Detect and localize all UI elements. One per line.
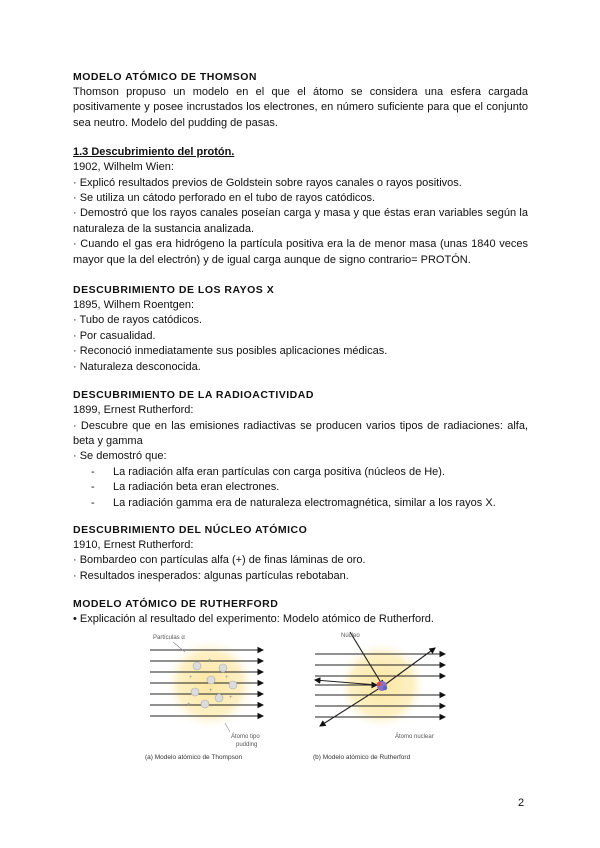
svg-text:+: + bbox=[229, 695, 233, 701]
radio-line: · Descubre que en las emisiones radiactivas se producen varios tipos de radiaciones: alfa, beta y gamma bbox=[73, 419, 528, 447]
svg-text:+: + bbox=[187, 702, 191, 708]
proton-line: · Cuando el gas era hidrógeno la partícula positiva era la de menor masa (unas 1840 veces mayor que la del electrón) y de igual carga aunque de signo contrario= PROTÓN. bbox=[73, 238, 528, 266]
document-page bbox=[73, 70, 528, 637]
svg-text:+: + bbox=[209, 688, 213, 694]
paragraph-rutherford: • Explicación al resultado del experimento: Modelo atómico de Rutherford. bbox=[73, 613, 434, 626]
rutherford-model-panel bbox=[313, 632, 445, 761]
nucleus-line: · Bombardeo con partículas alfa (+) de finas láminas de oro. bbox=[73, 554, 366, 567]
xrays-line: · Por casualidad. bbox=[73, 329, 156, 342]
xrays-line: 1895, Wilhem Roentgen: bbox=[73, 299, 195, 312]
label-pudding-atom-line2: pudding bbox=[236, 742, 258, 748]
label-nuclear-atom: Átomo nuclear bbox=[395, 734, 434, 740]
radiation-list bbox=[73, 465, 528, 511]
section-xrays bbox=[73, 283, 528, 375]
proton-line: · Se utiliza un cátodo perforado en el tubo de rayos catódicos. bbox=[73, 192, 376, 205]
caption-thomson: (a) Modelo atómico de Thompson bbox=[145, 754, 243, 761]
proton-line: · Explicó resultados previos de Goldstein sobre rayos canales o rayos positivos. bbox=[73, 176, 462, 189]
heading-thomson: MODELO ATÓMICO DE THOMSON bbox=[73, 71, 257, 83]
xrays-line: · Reconoció inmediatamente sus posibles aplicaciones médicas. bbox=[73, 345, 388, 358]
radio-line: · Se demostró que: bbox=[73, 450, 167, 463]
heading-rutherford: MODELO ATÓMICO DE RUTHERFORD bbox=[73, 598, 279, 611]
page-number: 2 bbox=[518, 797, 525, 809]
section-rutherford bbox=[73, 597, 528, 627]
section-proton bbox=[73, 145, 528, 268]
proton-line: 1902, Wilhelm Wien: bbox=[73, 161, 174, 174]
heading-nucleus: DESCUBRIMIENTO DEL NÚCLEO ATÓMICO bbox=[73, 523, 308, 536]
list-item: - La radiación alfa eran partículas con carga positiva (núcleos de He). bbox=[91, 465, 528, 480]
heading-radioactivity: DESCUBRIMIENTO DE LA RADIOACTIVIDAD bbox=[73, 389, 314, 402]
section-nucleus bbox=[73, 523, 528, 584]
atomic-models-diagram bbox=[145, 628, 455, 763]
thomson-model-panel bbox=[145, 635, 263, 761]
svg-text:+: + bbox=[189, 675, 193, 681]
label-pudding-atom-line1: Átomo tipo bbox=[231, 734, 260, 740]
nucleus-line: 1910, Ernest Rutherford: bbox=[73, 538, 194, 551]
radio-line: 1899, Ernest Rutherford: bbox=[73, 404, 194, 417]
heading-xrays: DESCUBRIMIENTO DE LOS RAYOS X bbox=[73, 284, 275, 297]
svg-text:+: + bbox=[225, 675, 229, 681]
list-item: - La radiación gamma era de naturaleza electromagnética, similar a los rayos X. bbox=[91, 496, 528, 511]
section-radioactivity bbox=[73, 388, 528, 511]
caption-rutherford: (b) Modelo atómico de Rutherford bbox=[313, 754, 411, 761]
heading-proton: 1.3 Descubrimiento del protón. bbox=[73, 146, 235, 159]
svg-text:+: + bbox=[208, 658, 212, 664]
xrays-line: · Naturaleza desconocida. bbox=[73, 360, 201, 373]
paragraph-thomson: Thomson propuso un modelo en el que el átomo se considera una esfera cargada positivamente y posee incrustados los electrones, en número suficiente para que el conjunto sea neutro. Modelo del pudding de pasas. bbox=[73, 86, 528, 129]
atomic-models-figure bbox=[145, 628, 455, 763]
xrays-line: · Tubo de rayos catódicos. bbox=[73, 314, 203, 327]
label-alpha-particles: Partículas α bbox=[153, 635, 185, 641]
label-nucleus: Núcleo bbox=[341, 633, 360, 639]
proton-line: · Demostró que los rayos canales poseían carga y masa y que éstas eran variables según la naturaleza de la sustancia analizada. bbox=[73, 207, 528, 235]
section-thomson bbox=[73, 70, 528, 131]
nucleus-line: · Resultados inesperados: algunas partículas rebotaban. bbox=[73, 569, 349, 582]
list-item: - La radiación beta eran electrones. bbox=[91, 480, 528, 495]
